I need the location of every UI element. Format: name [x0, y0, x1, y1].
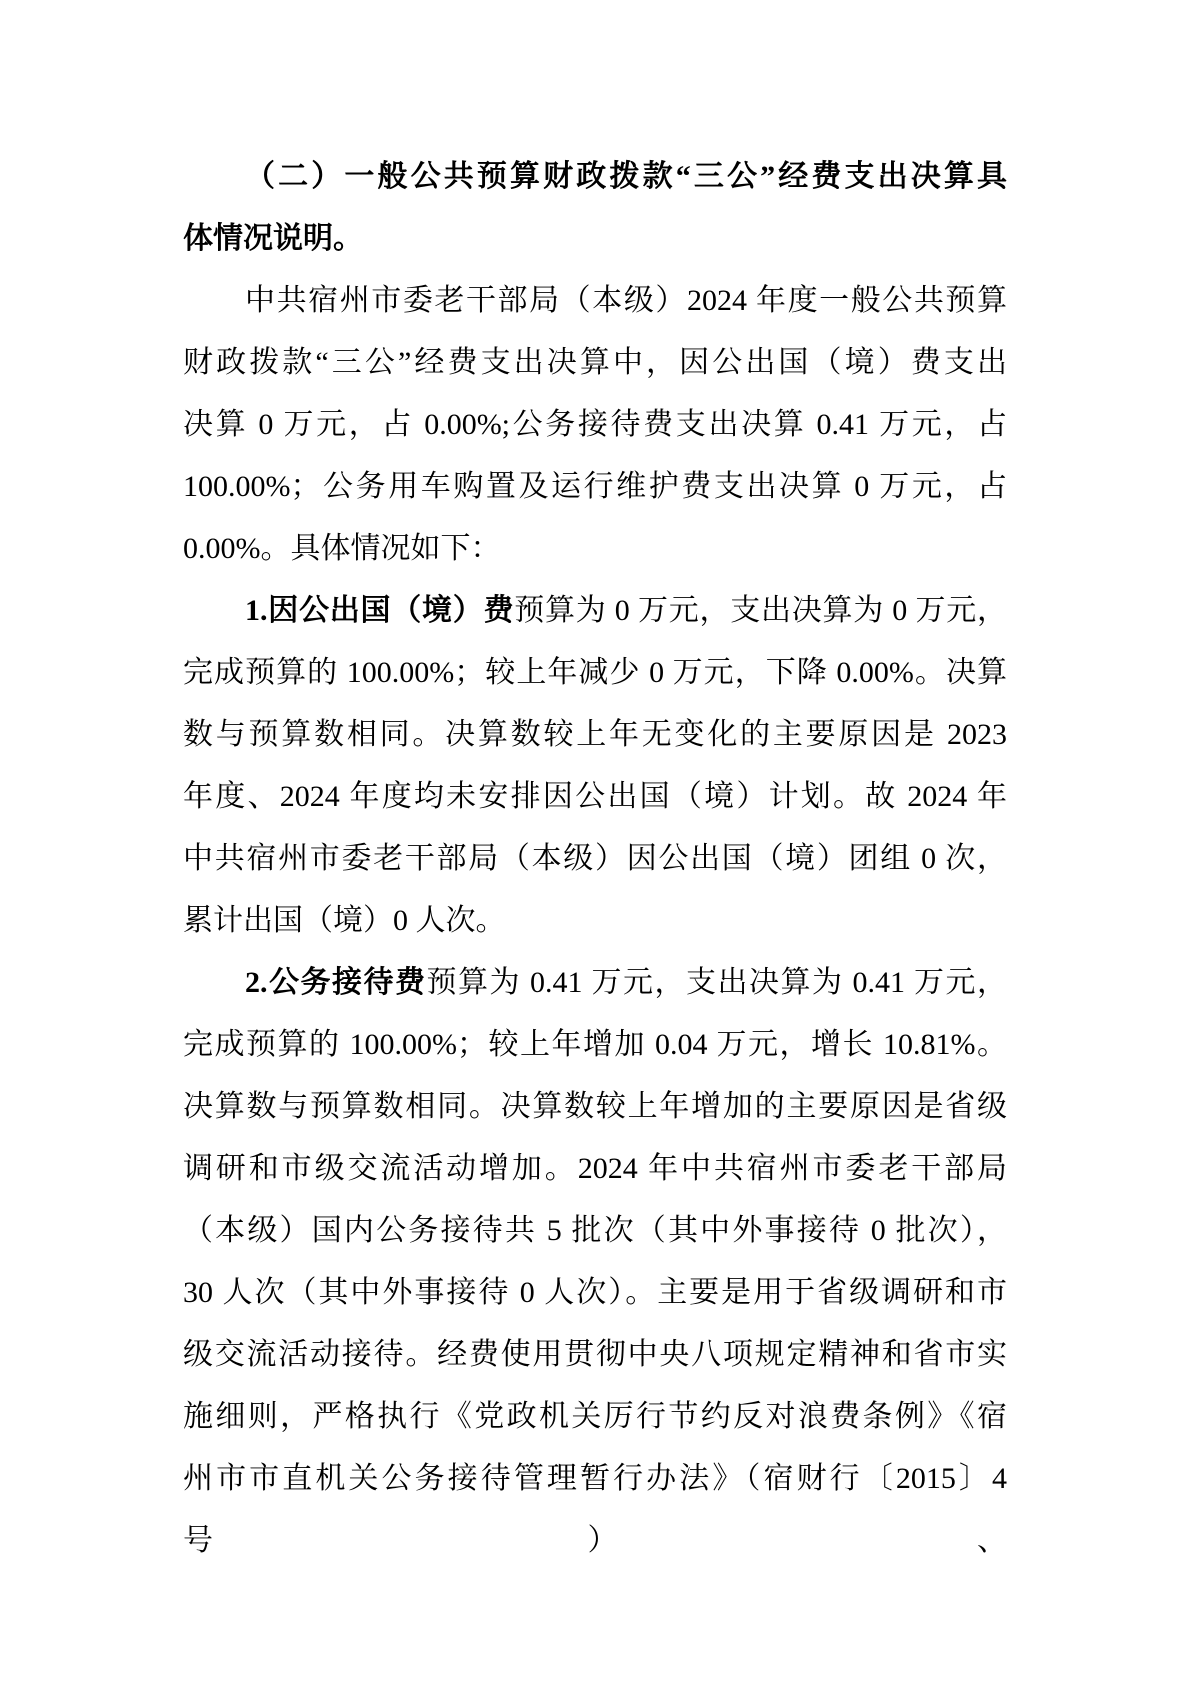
text-segment: 决算数与预算数相同。决算数较上年增加的主要原因是省级 [183, 1090, 1007, 1123]
paragraph-line [183, 766, 1007, 828]
text-segment: 施细则，严格执行《党政机关厉行节约反对浪费条例》《宿 [183, 1400, 1007, 1433]
paragraph-line [183, 1014, 1007, 1076]
text-segment: 州市市直机关公务接待管理暂行办法》（宿财行〔2015〕4 号）、 [183, 1462, 1007, 1557]
paragraph-line [183, 1448, 1007, 1557]
text-segment: 调研和市级交流活动增加。2024 年中共宿州市委老干部局 [183, 1152, 1007, 1185]
paragraph-line [183, 456, 1007, 518]
bold-text-segment: 体情况说明。 [183, 222, 363, 255]
heading-line [183, 208, 1007, 270]
text-segment: 决算 0 万元，占 0.00%;公务接待费支出决算 0.41 万元，占 [183, 408, 1007, 441]
paragraph-line [183, 394, 1007, 456]
paragraph-line [183, 704, 1007, 766]
paragraph-line [183, 1386, 1007, 1448]
paragraph-line [183, 642, 1007, 704]
heading-line [183, 146, 1007, 208]
text-segment: 级交流活动接待。经费使用贯彻中央八项规定精神和省市实 [183, 1338, 1007, 1371]
paragraph-line [183, 952, 1007, 1014]
paragraph-line [183, 270, 1007, 332]
text-segment: 中共宿州市委老干部局（本级）因公出国（境）团组 0 次， [183, 842, 1007, 875]
text-segment: 中共宿州市委老干部局（本级）2024 年度一般公共预算 [245, 284, 1007, 317]
paragraph-line [183, 1200, 1007, 1262]
paragraph-line [183, 890, 1007, 952]
paragraph-line [183, 1138, 1007, 1200]
paragraph-line [183, 1076, 1007, 1138]
text-segment: 完成预算的 100.00%；较上年减少 0 万元，下降 0.00%。决算 [183, 656, 1007, 689]
bold-text-segment: 1.因公出国（境）费 [245, 594, 515, 627]
text-segment: 100.00%；公务用车购置及运行维护费支出决算 0 万元，占 [183, 470, 1007, 503]
paragraph-line [183, 332, 1007, 394]
bold-text-segment: 2.公务接待费 [245, 966, 427, 999]
text-segment: 年度、2024 年度均未安排因公出国（境）计划。故 2024 年 [183, 780, 1007, 813]
paragraph-line [183, 1262, 1007, 1324]
text-segment: 数与预算数相同。决算数较上年无变化的主要原因是 2023 [183, 718, 1007, 751]
paragraph-line [183, 828, 1007, 890]
text-segment: 累计出国（境）0 人次。 [183, 904, 506, 937]
document-body [183, 146, 1007, 1557]
paragraph-line [183, 518, 1007, 580]
text-segment: 预算为 0 万元，支出决算为 0 万元， [514, 594, 1007, 627]
text-segment: 完成预算的 100.00%；较上年增加 0.04 万元，增长 10.81%。 [183, 1028, 1007, 1061]
text-segment: 财政拨款“三公”经费支出决算中，因公出国（境）费支出 [183, 346, 1007, 379]
text-segment: 0.00%。具体情况如下： [183, 532, 501, 565]
text-segment: 预算为 0.41 万元，支出决算为 0.41 万元， [426, 966, 1007, 999]
text-segment: （本级）国内公务接待共 5 批次（其中外事接待 0 批次）， [183, 1214, 1007, 1247]
paragraph-line [183, 1324, 1007, 1386]
paragraph-line [183, 580, 1007, 642]
text-segment: 30 人次（其中外事接待 0 人次）。主要是用于省级调研和市 [183, 1276, 1007, 1309]
bold-text-segment: （二）一般公共预算财政拨款“三公”经费支出决算具 [245, 160, 1007, 193]
